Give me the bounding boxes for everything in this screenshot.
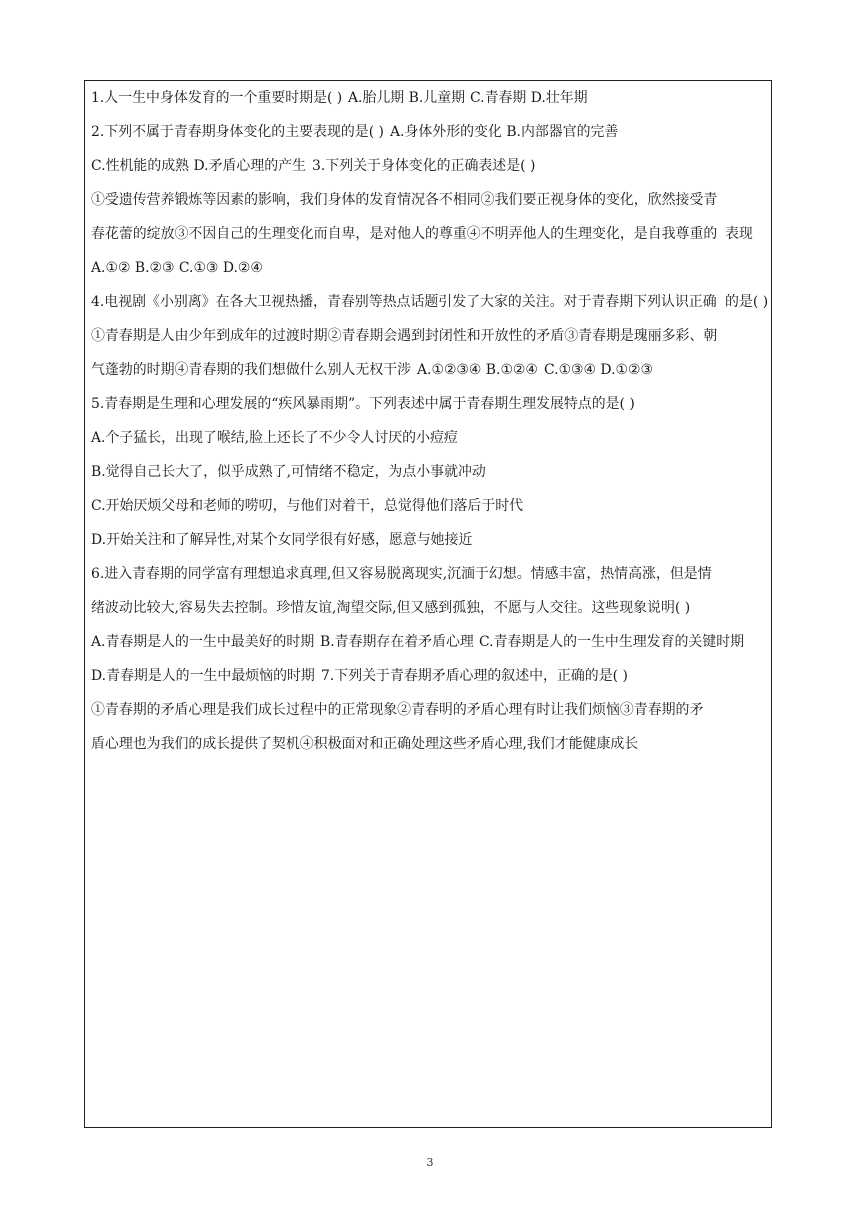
question-5-option-d: D.开始关注和了解异性,对某个女同学很有好感，愿意与她接近 bbox=[91, 532, 473, 548]
question-4-statement-line-1: ①青春期是人由少年到成年的过渡时期②青春期会遇到封闭性和开放性的矛盾③青春期是瑰丽多彩、朝 bbox=[91, 328, 718, 344]
question-5-option-b: B.觉得自己长大了，似乎成熟了,可情绪不稳定，为点小事就冲动 bbox=[91, 464, 486, 480]
question-content bbox=[91, 81, 771, 761]
question-6-line-2: 绪波动比较大,容易失去控制。珍惜友谊,淘望交际,但又感到孤独，不愿与人交往。这些现象说明( ) bbox=[91, 600, 691, 616]
question-6-line-1: 6.进入青春期的同学富有理想追求真理,但又容易脱离现实,沉湎于幻想。情感丰富，热情高涨，但是情 bbox=[91, 566, 712, 582]
question-6-option-a: A.青春期是人的一生中最美好的时期 bbox=[91, 634, 315, 650]
question-2: 2.下列不属于青春期身体变化的主要表现的是( ) bbox=[91, 124, 384, 140]
question-3-options: A.①② B.②③ C.①③ D.②④ bbox=[91, 260, 263, 276]
question-1-options-cd: C.青春期 D.壮年期 bbox=[470, 90, 588, 106]
question-5-option-c: C.开始厌烦父母和老师的唠叨，与他们对着干，总觉得他们落后于时代 bbox=[91, 498, 524, 514]
question-4-options-ab: A.①②③④ B.①②④ bbox=[417, 362, 539, 378]
question-4-options-cd: C.①③④ D.①②③ bbox=[543, 362, 653, 378]
question-3-statement-line-2: 春花蕾的绽放③不因自己的生理变化而自卑，是对他人的尊重④不明弄他人的生理变化，是自我尊重的 bbox=[91, 226, 718, 242]
question-6-option-d: D.青春期是人的一生中最烦恼的时期 bbox=[91, 668, 315, 684]
question-1: 1.人一生中身体发育的一个重要时期是( ) bbox=[91, 90, 343, 106]
question-4-line-2: 的是( ) bbox=[724, 294, 768, 310]
page-number: 3 bbox=[426, 1156, 434, 1169]
question-3-statement-line-3: 表现 bbox=[725, 226, 754, 242]
question-6-option-c: C.青春期是人的一生中生理发育的关键时期 bbox=[479, 634, 745, 650]
question-7: 7.下列关于青春期矛盾心理的叙述中，正确的是( ) bbox=[320, 668, 628, 684]
question-5-option-a: A.个子猛长，出现了喉结,脸上还长了不少令人讨厌的小痘痘 bbox=[91, 430, 458, 446]
question-3-statement-line-1: ①受遗传营养锻炼等因素的影响，我们身体的发育情况各不相同②我们要正视身体的变化，欣然接受青 bbox=[91, 192, 718, 208]
question-7-statement-line-2: 盾心理也为我们的成长提供了契机④积极面对和正确处理这些矛盾心理,我们才能健康成长 bbox=[91, 736, 639, 752]
question-5: 5.青春期是生理和心理发展的“疾风暴雨期”。下列表述中属于青春期生理发展特点的是( ) bbox=[91, 396, 635, 412]
question-3: 3.下列关于身体变化的正确表述是( ) bbox=[311, 158, 536, 174]
question-2-options-cd: C.性机能的成熟 D.矛盾心理的产生 bbox=[91, 158, 307, 174]
question-7-statement-line-1: ①青春期的矛盾心理是我们成长过程中的正常现象②青春明的矛盾心理有时让我们烦恼③青春期的矛 bbox=[91, 702, 704, 718]
question-6-option-b: B.青春期存在着矛盾心理 bbox=[320, 634, 474, 650]
question-4-statement-line-2: 气蓬勃的时期④青春期的我们想做什么别人无权干涉 bbox=[91, 362, 412, 378]
question-2-options-ab: A.身体外形的变化 B.内部器官的完善 bbox=[390, 124, 619, 140]
question-4-line-1: 4.电视剧《小别离》在各大卫视热播，青春别等热点话题引发了大家的关注。对于青春期下列认识正确 bbox=[91, 294, 717, 310]
question-1-options-ab: A.胎儿期 B.儿童期 bbox=[348, 90, 466, 106]
